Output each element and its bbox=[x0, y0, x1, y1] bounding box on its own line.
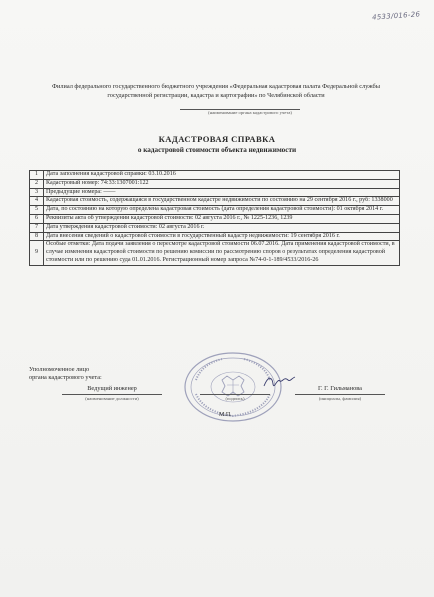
table-row bbox=[30, 206, 400, 215]
table-row bbox=[30, 241, 400, 265]
table-row bbox=[30, 197, 400, 206]
table-row bbox=[30, 232, 400, 241]
seal-place-label: М.П. bbox=[219, 412, 232, 418]
authorized-person-label bbox=[29, 366, 102, 383]
name-underline bbox=[295, 394, 385, 395]
authorized-line-2: органа кадастрового учета: bbox=[29, 374, 102, 382]
row-number: 9 bbox=[30, 241, 44, 265]
organization-caption: (наименование органа кадастрового учета) bbox=[208, 110, 292, 115]
row-text: Дата внесения сведений о кадастровой стоимости в государственный кадастр недвижимости: 19 сентября 2016 г. bbox=[44, 232, 400, 241]
certificate-table bbox=[29, 170, 400, 266]
table-row bbox=[30, 179, 400, 188]
table-row bbox=[30, 223, 400, 232]
row-number: 2 bbox=[30, 179, 44, 188]
signatory-name: Г. Г. Гильманова bbox=[318, 385, 362, 392]
row-text: Дата, по состоянию на которую определена кадастровая стоимость (дата определения кадастровой стоимости): 01 октября 2014 г. bbox=[44, 206, 400, 215]
position-title: Ведущий инженер bbox=[87, 385, 137, 392]
table-row bbox=[30, 171, 400, 180]
row-number: 5 bbox=[30, 206, 44, 215]
row-number: 3 bbox=[30, 188, 44, 197]
row-text: Дата утверждения кадастровой стоимости: 02 августа 2016 г. bbox=[44, 223, 400, 232]
document-title: КАДАСТРОВАЯ СПРАВКА bbox=[158, 134, 276, 144]
row-text: Особые отметки: Дата подачи заявления о пересмотре кадастровой стоимости 06.07.2016. Дата применения кадастровой стоимости, в случае изменения кадастровой стоимости по решению комиссии по рассмотрению споров о результатах определения кадастровой стоимости или по решению суда 01.01.2016. Регистрационный номер запроса №74-0-1-189/4533/2016-26 bbox=[44, 241, 400, 265]
row-number: 7 bbox=[30, 223, 44, 232]
handwritten-signature-icon bbox=[262, 372, 296, 392]
row-text: Реквизиты акта об утверждении кадастровой стоимости: 02 августа 2016 г., № 1225-1236, 1239 bbox=[44, 214, 400, 223]
row-number: 1 bbox=[30, 171, 44, 180]
signature-underline bbox=[200, 394, 270, 395]
table-row bbox=[30, 188, 400, 197]
row-text: Дата заполнения кадастровой справки: 03.10.2016 bbox=[44, 171, 400, 180]
position-caption: (наименование должности) bbox=[85, 396, 139, 401]
organization-header: Филиал федерального государственного бюджетного учреждения «Федеральная кадастровая палата Федеральной службы государственной регистрации, кадастра и картографии» по Челябинской области bbox=[51, 83, 380, 99]
position-underline bbox=[62, 394, 162, 395]
row-number: 6 bbox=[30, 214, 44, 223]
row-number: 8 bbox=[30, 232, 44, 241]
row-number: 4 bbox=[30, 197, 44, 206]
signature-caption: (подпись) bbox=[225, 396, 245, 401]
document-subtitle: о кадастровой стоимости объекта недвижимости bbox=[137, 146, 297, 154]
authorized-line-1: Уполномоченное лицо bbox=[29, 366, 90, 373]
row-text: Предыдущие номера: —— bbox=[44, 188, 400, 197]
handwritten-note: 4533/016-26 bbox=[371, 10, 421, 22]
row-text: Кадастровая стоимость, содержащаяся в государственном кадастре недвижимости по состоянию на 29 сентября 2016 г., руб: 1338000 bbox=[44, 197, 400, 206]
name-caption: (инициалы, фамилия) bbox=[318, 396, 362, 401]
row-text: Кадастровый номер: 74:33:1307001:122 bbox=[44, 179, 400, 188]
table-row bbox=[30, 214, 400, 223]
